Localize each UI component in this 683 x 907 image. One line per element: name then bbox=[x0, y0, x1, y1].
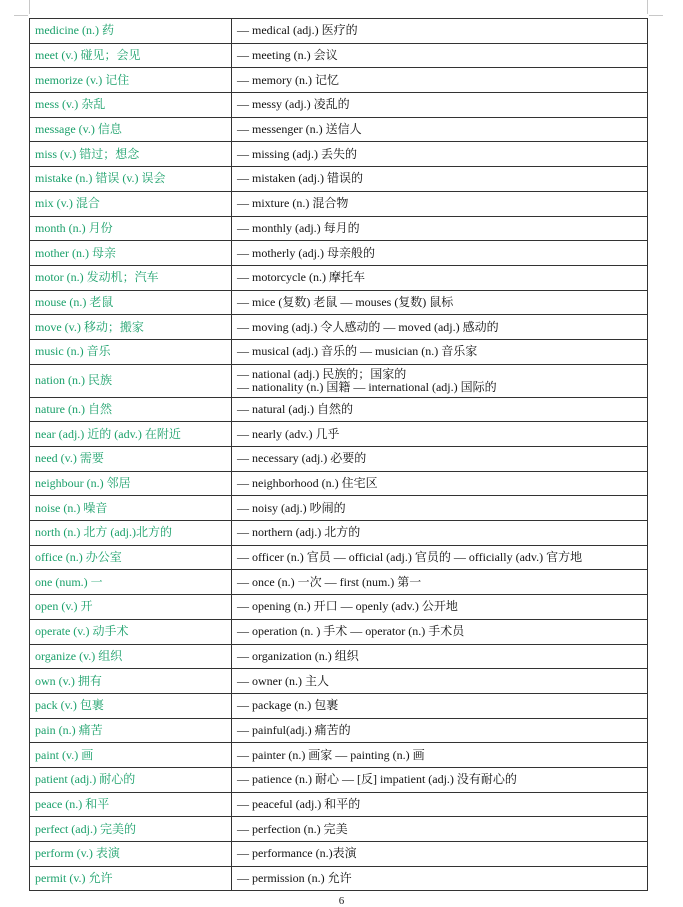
derived-forms-cell bbox=[232, 545, 648, 570]
vocabulary-table bbox=[29, 18, 648, 891]
table-row bbox=[30, 397, 648, 422]
headword-cell: miss (v.) 错过；想念 bbox=[30, 142, 232, 167]
table-row bbox=[30, 43, 648, 68]
derived-forms-cell bbox=[232, 68, 648, 93]
headword-cell: operate (v.) 动手术 bbox=[30, 619, 232, 644]
derived-forms-cell bbox=[232, 743, 648, 768]
derived-forms-cell bbox=[232, 216, 648, 241]
headword-cell: message (v.) 信息 bbox=[30, 117, 232, 142]
derived-forms-cell bbox=[232, 693, 648, 718]
derived-forms-cell bbox=[232, 669, 648, 694]
table-row bbox=[30, 364, 648, 397]
crop-mark-top-left bbox=[28, 0, 30, 14]
derived-form-line: — national (adj.) 民族的；国家的 bbox=[237, 366, 407, 381]
derived-forms-cell bbox=[232, 866, 648, 891]
derived-form-line: — motherly (adj.) 母亲般的 bbox=[237, 245, 375, 260]
headword-cell: one (num.) 一 bbox=[30, 570, 232, 595]
derived-forms-cell bbox=[232, 19, 648, 44]
derived-form-line: — perfection (n.) 完美 bbox=[237, 821, 348, 836]
derived-form-line: — mixture (n.) 混合物 bbox=[237, 196, 349, 211]
headword-cell: peace (n.) 和平 bbox=[30, 792, 232, 817]
derived-forms-cell bbox=[232, 792, 648, 817]
table-row bbox=[30, 422, 648, 447]
derived-forms-cell bbox=[232, 364, 648, 397]
table-row bbox=[30, 471, 648, 496]
headword-cell: nation (n.) 民族 bbox=[30, 364, 232, 397]
derived-form-line: — package (n.) 包裹 bbox=[237, 698, 339, 713]
table-row bbox=[30, 767, 648, 792]
derived-forms-cell bbox=[232, 265, 648, 290]
table-row bbox=[30, 93, 648, 118]
derived-form-line: — monthly (adj.) 每月的 bbox=[237, 220, 360, 235]
derived-form-line: — nearly (adv.) 几乎 bbox=[237, 426, 340, 441]
headword-cell: memorize (v.) 记住 bbox=[30, 68, 232, 93]
derived-form-line: — mice (复数) 老鼠 — mouses (复数) 鼠标 bbox=[237, 294, 454, 309]
derived-forms-cell bbox=[232, 117, 648, 142]
crop-mark-top-left-h bbox=[14, 14, 28, 16]
derived-form-line: — peaceful (adj.) 和平的 bbox=[237, 796, 361, 811]
derived-form-line: — motorcycle (n.) 摩托车 bbox=[237, 270, 365, 285]
table-row bbox=[30, 496, 648, 521]
derived-form-line: — patience (n.) 耐心 — [反] impatient (adj.) 没有耐心的 bbox=[237, 772, 517, 787]
derived-form-line: — performance (n.)表演 bbox=[237, 846, 357, 861]
table-row bbox=[30, 19, 648, 44]
headword-cell: north (n.) 北方 (adj.)北方的 bbox=[30, 521, 232, 546]
derived-forms-cell bbox=[232, 595, 648, 620]
vocabulary-table-body bbox=[30, 19, 648, 891]
crop-mark-top-right bbox=[647, 0, 649, 14]
table-row bbox=[30, 718, 648, 743]
derived-form-line: — nationality (n.) 国籍 — international (adj.) 国际的 bbox=[237, 379, 497, 394]
derived-form-line: — once (n.) 一次 — first (num.) 第一 bbox=[237, 574, 422, 589]
derived-forms-cell bbox=[232, 397, 648, 422]
derived-form-line: — organization (n.) 组织 bbox=[237, 648, 359, 663]
headword-cell: month (n.) 月份 bbox=[30, 216, 232, 241]
table-row bbox=[30, 669, 648, 694]
derived-form-line: — missing (adj.) 丢失的 bbox=[237, 146, 357, 161]
derived-form-line: — neighborhood (n.) 住宅区 bbox=[237, 476, 378, 491]
derived-forms-cell bbox=[232, 315, 648, 340]
headword-cell: need (v.) 需要 bbox=[30, 447, 232, 472]
derived-form-line: — mistaken (adj.) 错误的 bbox=[237, 171, 363, 186]
headword-cell: mess (v.) 杂乱 bbox=[30, 93, 232, 118]
headword-cell: mix (v.) 混合 bbox=[30, 191, 232, 216]
crop-mark-top-right-h bbox=[649, 14, 663, 16]
headword-cell: medicine (n.) 药 bbox=[30, 19, 232, 44]
table-row bbox=[30, 644, 648, 669]
table-row bbox=[30, 167, 648, 192]
table-row bbox=[30, 817, 648, 842]
headword-cell: office (n.) 办公室 bbox=[30, 545, 232, 570]
table-row bbox=[30, 447, 648, 472]
table-row bbox=[30, 241, 648, 266]
headword-cell: patient (adj.) 耐心的 bbox=[30, 767, 232, 792]
derived-forms-cell bbox=[232, 521, 648, 546]
derived-forms-cell bbox=[232, 447, 648, 472]
table-row bbox=[30, 265, 648, 290]
derived-form-line: — permission (n.) 允许 bbox=[237, 871, 352, 886]
derived-forms-cell bbox=[232, 422, 648, 447]
table-row bbox=[30, 315, 648, 340]
headword-cell: permit (v.) 允许 bbox=[30, 866, 232, 891]
table-row bbox=[30, 595, 648, 620]
table-row bbox=[30, 866, 648, 891]
table-row bbox=[30, 693, 648, 718]
headword-cell: perform (v.) 表演 bbox=[30, 842, 232, 867]
derived-forms-cell bbox=[232, 142, 648, 167]
derived-forms-cell bbox=[232, 817, 648, 842]
derived-forms-cell bbox=[232, 767, 648, 792]
table-row bbox=[30, 743, 648, 768]
derived-forms-cell bbox=[232, 241, 648, 266]
table-row bbox=[30, 619, 648, 644]
derived-forms-cell bbox=[232, 93, 648, 118]
derived-form-line: — officer (n.) 官员 — official (adj.) 官员的 — officially (adv.) 官方地 bbox=[237, 550, 583, 565]
derived-forms-cell bbox=[232, 619, 648, 644]
derived-form-line: — painter (n.) 画家 — painting (n.) 画 bbox=[237, 747, 425, 762]
headword-cell: mistake (n.) 错误 (v.) 误会 bbox=[30, 167, 232, 192]
derived-forms-cell bbox=[232, 471, 648, 496]
derived-form-line: — noisy (adj.) 吵闹的 bbox=[237, 500, 346, 515]
derived-form-line: — northern (adj.) 北方的 bbox=[237, 525, 361, 540]
derived-form-line: — medical (adj.) 医疗的 bbox=[237, 23, 358, 38]
derived-forms-cell bbox=[232, 842, 648, 867]
headword-cell: noise (n.) 噪音 bbox=[30, 496, 232, 521]
page-number: 6 bbox=[338, 895, 345, 907]
table-row bbox=[30, 570, 648, 595]
headword-cell: pack (v.) 包裹 bbox=[30, 693, 232, 718]
derived-form-line: — memory (n.) 记忆 bbox=[237, 72, 339, 87]
derived-form-line: — messenger (n.) 送信人 bbox=[237, 122, 362, 137]
derived-form-line: — musical (adj.) 音乐的 — musician (n.) 音乐家 bbox=[237, 344, 478, 359]
derived-forms-cell bbox=[232, 339, 648, 364]
derived-forms-cell bbox=[232, 496, 648, 521]
table-row bbox=[30, 142, 648, 167]
derived-forms-cell bbox=[232, 191, 648, 216]
derived-forms-cell bbox=[232, 570, 648, 595]
derived-form-line: — owner (n.) 主人 bbox=[237, 673, 329, 688]
derived-form-line: — meeting (n.) 会议 bbox=[237, 48, 338, 63]
headword-cell: perfect (adj.) 完美的 bbox=[30, 817, 232, 842]
headword-cell: mother (n.) 母亲 bbox=[30, 241, 232, 266]
derived-form-line: — necessary (adj.) 必要的 bbox=[237, 451, 367, 466]
table-row bbox=[30, 290, 648, 315]
table-row bbox=[30, 117, 648, 142]
derived-forms-cell bbox=[232, 43, 648, 68]
headword-cell: meet (v.) 碰见；会见 bbox=[30, 43, 232, 68]
table-row bbox=[30, 792, 648, 817]
table-row bbox=[30, 216, 648, 241]
headword-cell: mouse (n.) 老鼠 bbox=[30, 290, 232, 315]
headword-cell: open (v.) 开 bbox=[30, 595, 232, 620]
headword-cell: move (v.) 移动；搬家 bbox=[30, 315, 232, 340]
headword-cell: motor (n.) 发动机；汽车 bbox=[30, 265, 232, 290]
headword-cell: organize (v.) 组织 bbox=[30, 644, 232, 669]
derived-form-line: — natural (adj.) 自然的 bbox=[237, 401, 353, 416]
derived-forms-cell bbox=[232, 167, 648, 192]
table-row bbox=[30, 191, 648, 216]
derived-forms-cell bbox=[232, 644, 648, 669]
table-row bbox=[30, 521, 648, 546]
headword-cell: own (v.) 拥有 bbox=[30, 669, 232, 694]
derived-form-line: — opening (n.) 开口 — openly (adv.) 公开地 bbox=[237, 599, 458, 614]
headword-cell: nature (n.) 自然 bbox=[30, 397, 232, 422]
derived-form-line: — painful(adj.) 痛苦的 bbox=[237, 722, 351, 737]
table-row bbox=[30, 842, 648, 867]
headword-cell: pain (n.) 痛苦 bbox=[30, 718, 232, 743]
derived-form-line: — moving (adj.) 令人感动的 — moved (adj.) 感动的 bbox=[237, 319, 499, 334]
headword-cell: near (adj.) 近的 (adv.) 在附近 bbox=[30, 422, 232, 447]
derived-form-line: — messy (adj.) 凌乱的 bbox=[237, 97, 350, 112]
headword-cell: music (n.) 音乐 bbox=[30, 339, 232, 364]
derived-forms-cell bbox=[232, 718, 648, 743]
table-row bbox=[30, 545, 648, 570]
table-row bbox=[30, 68, 648, 93]
headword-cell: neighbour (n.) 邻居 bbox=[30, 471, 232, 496]
derived-forms-cell bbox=[232, 290, 648, 315]
headword-cell: paint (v.) 画 bbox=[30, 743, 232, 768]
table-row bbox=[30, 339, 648, 364]
derived-form-line: — operation (n. ) 手术 — operator (n.) 手术员 bbox=[237, 624, 465, 639]
